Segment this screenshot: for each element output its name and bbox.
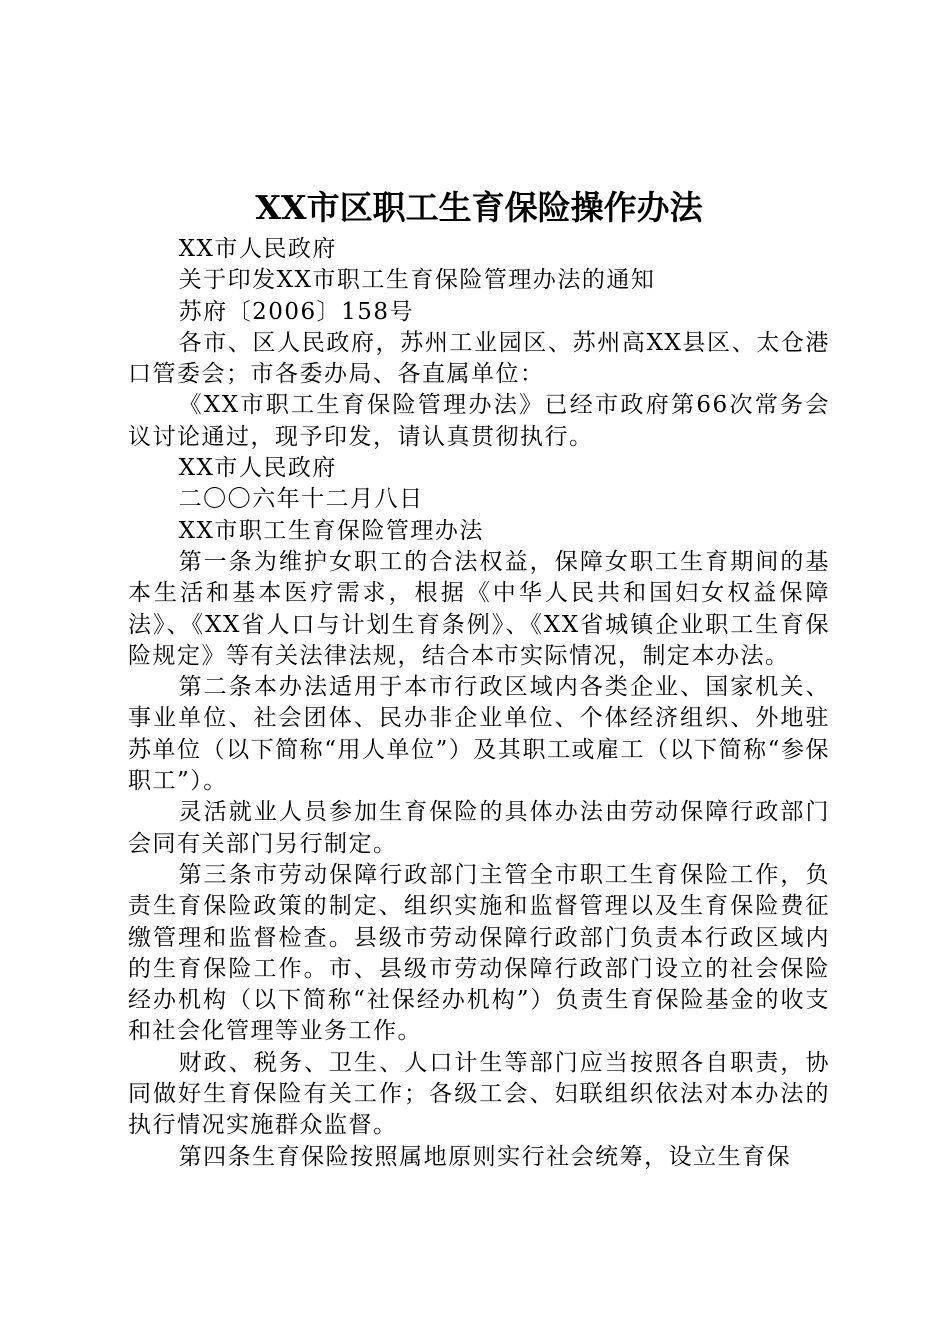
paragraph: 第一条为维护女职工的合法权益，保障女职工生育期间的基本生活和基本医疗需求，根据《中华人民共和国妇女权益保障法》、《XX省人口与计划生育条例》、《XX省城镇企业职工生育保险规定》等有关法律法规，结合本市实际情况，制定本办法。 <box>128 548 830 669</box>
document-body <box>128 234 830 1173</box>
document-page <box>128 182 830 1173</box>
paragraph: 第三条市劳动保障行政部门主管全市职工生育保险工作，负责生育保险政策的制定、组织实施和监督管理以及生育保险费征缴管理和监督检查。县级市劳动保障行政部门负责本行政区域内的生育保险工作。市、县级市劳动保障行政部门设立的社会保险经办机构（以下简称“社保经办机构”）负责生育保险基金的收支和社会化管理等业务工作。 <box>128 861 830 1045</box>
paragraph: 各市、区人民政府，苏州工业园区、苏州高XX县区、太仓港口管委会；市各委办局、各直属单位： <box>128 329 830 388</box>
paragraph: 灵活就业人员参加生育保险的具体办法由劳动保障行政部门会同有关部门另行制定。 <box>128 799 830 857</box>
paragraph: XX市人民政府 <box>178 236 337 262</box>
paragraph: 关于印发XX市职工生育保险管理办法的通知 <box>178 267 656 294</box>
paragraph: 《XX市职工生育保险管理办法》已经市政府第66次常务会议讨论通过，现予印发，请认真贯彻执行。 <box>128 392 830 450</box>
paragraph: 苏府〔2006〕158号 <box>178 298 415 325</box>
paragraph: XX市人民政府 <box>178 455 337 482</box>
paragraph: 第四条生育保险按照属地原则实行社会统筹，设立生育保 <box>178 1143 792 1170</box>
paragraph: 第二条本办法适用于本市行政区域内各类企业、国家机关、事业单位、社会团体、民办非企业单位、个体经济组织、外地驻苏单位（以下简称“用人单位”）及其职工或雇工（以下简称“参保职工”）。 <box>128 674 830 795</box>
paragraph: 二〇〇六年十二月八日 <box>178 486 424 513</box>
document-title: XX市区职工生育保险操作办法 <box>255 188 703 227</box>
paragraph: XX市职工生育保险管理办法 <box>178 517 484 544</box>
paragraph: 财政、税务、卫生、人口计生等部门应当按照各自职责，协同做好生育保险有关工作；各级工会、妇联组织依法对本办法的执行情况实施群众监督。 <box>128 1049 830 1139</box>
